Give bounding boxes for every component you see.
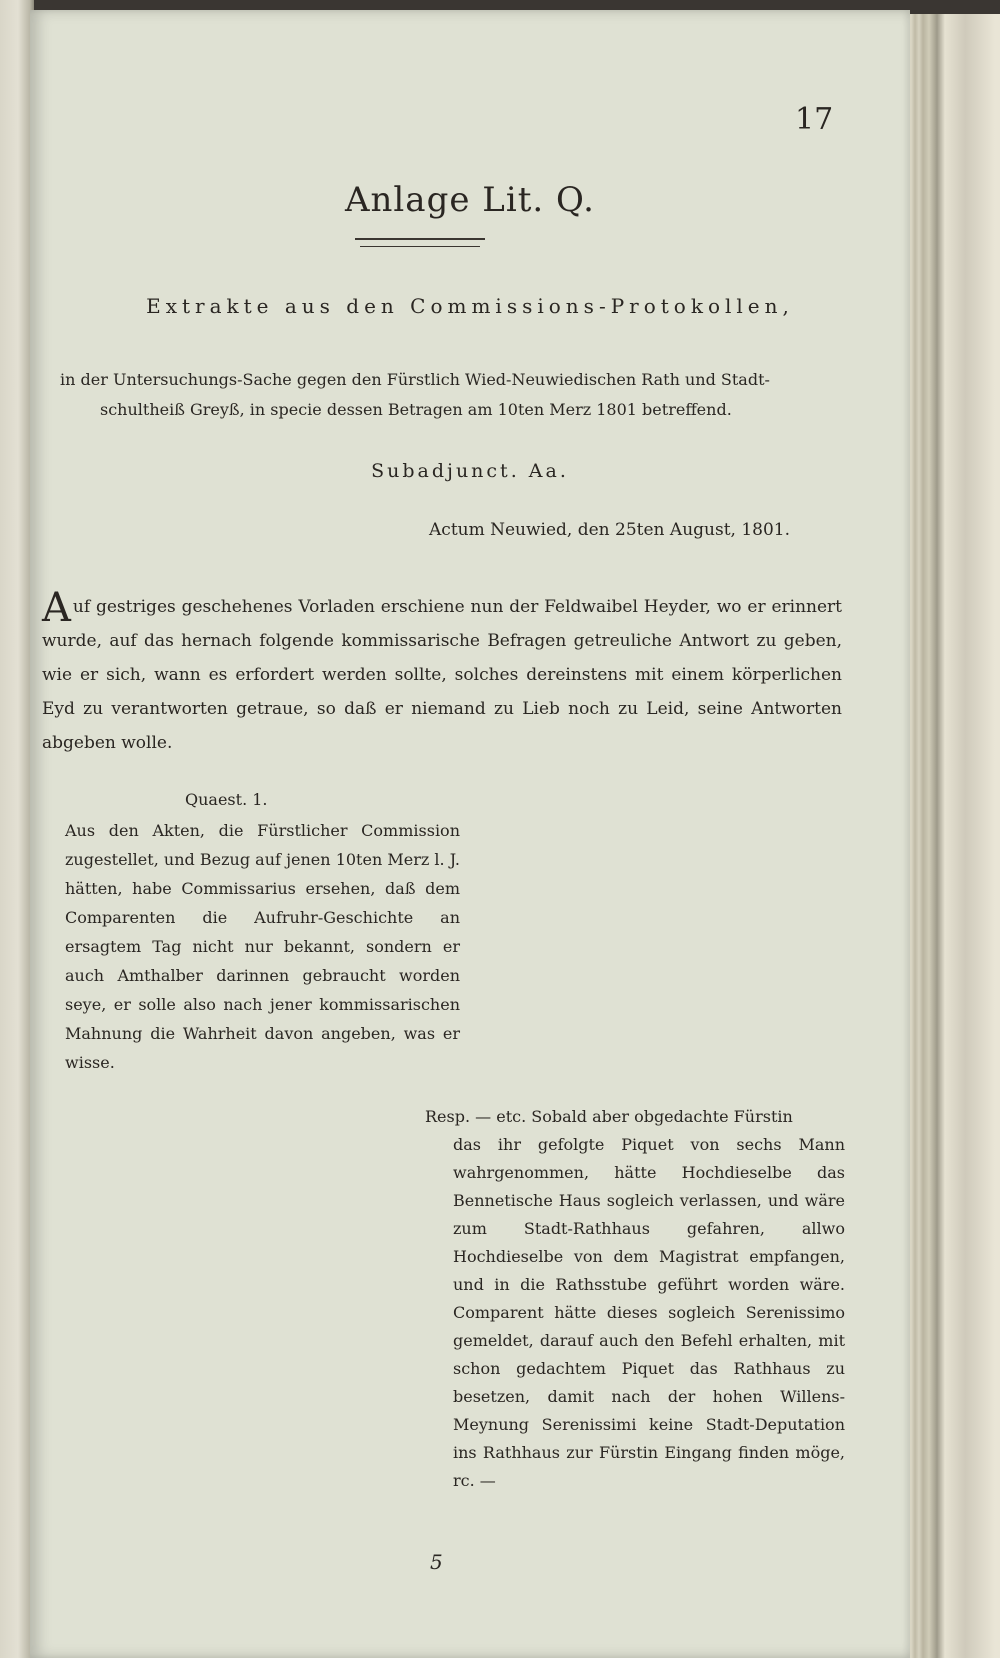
question-text: Aus den Akten, die Fürstlicher Commission zugestellet, und Bezug auf jenen 10ten Merz l. J. hätten, habe Commissarius ersehen, daß dem Comparenten die Aufruhr-Geschichte an ersagtem Tag nicht nur bekannt, sondern er auch Amthalber darinnen gebraucht worden seye, er solle also nach jener kommissarischen Mahnung die Wahrheit davon angeben, was er wisse. [65, 821, 460, 1072]
body-paragraph-text: uf gestriges geschehenes Vorladen erschiene nun der Feldwaibel Heyder, wo er erinnert wurde, auf das hernach folgende kommissarische Befragen getreuliche Antwort zu geben, wie er sich, wann es erfordert werden sollte, solches dereinstens mit einem körperlichen Eyd zu verantworten getraue, so daß er niemand zu Lieb noch zu Leid, seine Antworten abgeben wolle. [42, 597, 842, 753]
subtitle: Extrakte aus den Commissions-Protokollen, [146, 294, 794, 318]
response-first-line: Resp. — etc. Sobald aber obgedachte Fürstin [425, 1107, 793, 1126]
intro-paragraph [60, 365, 860, 425]
signature-mark: 5 [430, 1550, 443, 1574]
body-paragraph [42, 585, 842, 760]
intro-line-1: in der Untersuchungs-Sache gegen den Fürstlich Wied-Neuwiedischen Rath und Stadt- [60, 370, 770, 389]
book-edge-left [0, 0, 34, 1658]
book-edge-right [905, 14, 1000, 1658]
page-title: Anlage Lit. Q. [344, 180, 595, 220]
subadjunct-heading: Subadjunct. Aa. [371, 460, 569, 482]
actum-dateline: Actum Neuwied, den 25ten August, 1801. [429, 520, 790, 540]
question-label: Quaest. 1. [185, 790, 268, 809]
intro-line-2: schultheiß Greyß, in specie dessen Betragen am 10ten Merz 1801 betreffend. [100, 400, 732, 419]
page-number: 17 [795, 102, 834, 137]
book-page [30, 10, 910, 1658]
title-rule [355, 238, 485, 240]
response-block [425, 1103, 845, 1495]
drop-cap: A [42, 585, 71, 631]
title-rule-thin [360, 246, 480, 247]
response-text: das ihr gefolgte Piquet von sechs Mann wahrgenommen, hätte Hochdieselbe das Bennetische Haus sogleich verlassen, und wäre zum Stadt-Rathhaus gefahren, allwo Hochdieselbe von dem Magistrat empfangen, und in die Rathsstube geführt worden wäre. Comparent hätte dieses sogleich Serenissimo gemeldet, darauf auch den Befehl erhalten, mit schon gedachtem Piquet das Rathhaus zu besetzen, damit nach der hohen Willens-Meynung Serenissimi keine Stadt-Deputation ins Rathhaus zur Fürstin Eingang finden möge, rc. — [453, 1135, 845, 1490]
